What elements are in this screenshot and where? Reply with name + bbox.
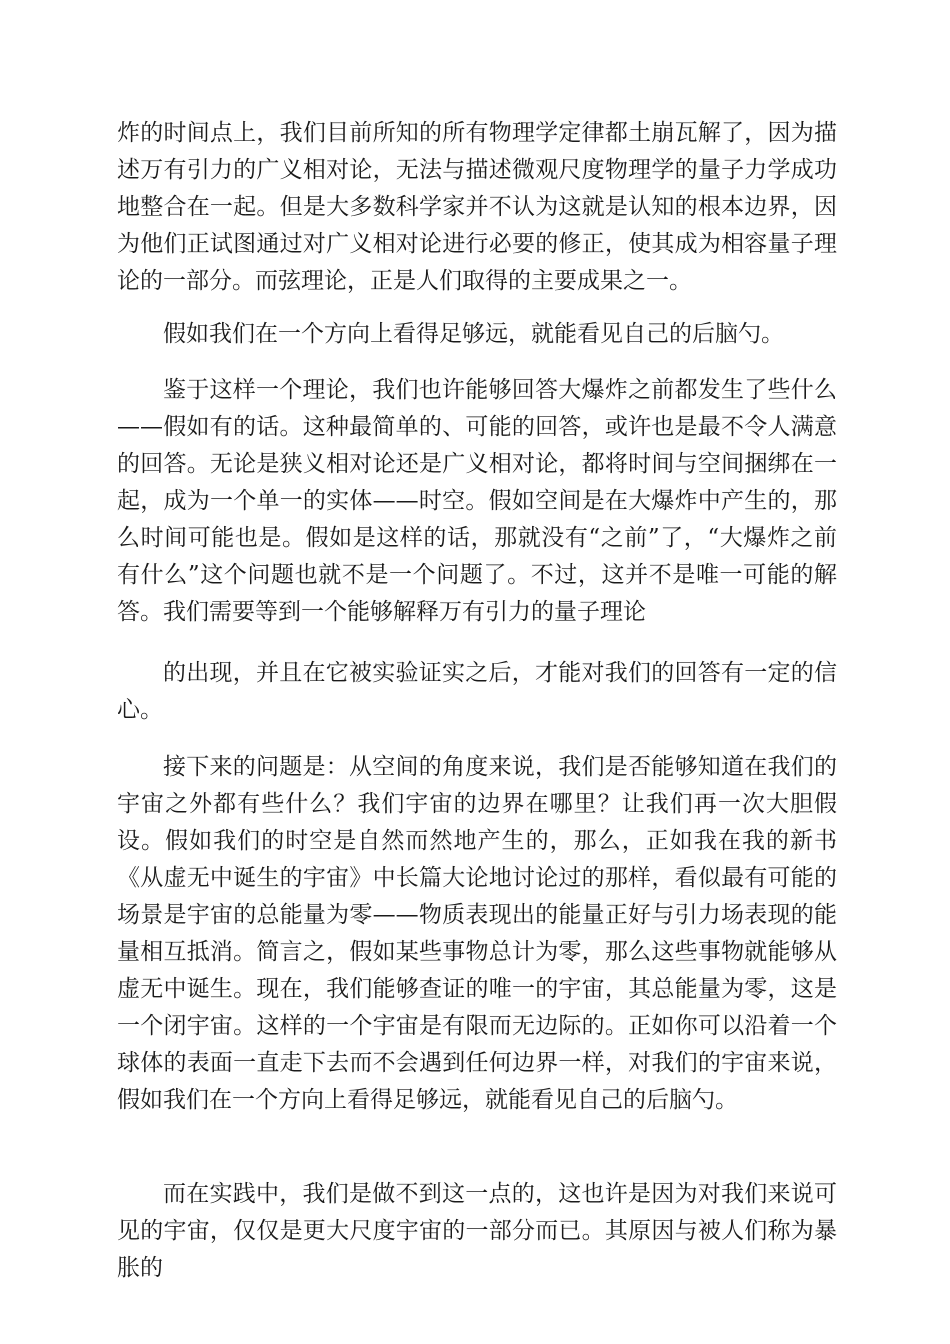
paragraph-6: 而在实践中，我们是做不到这一点的，这也许是因为对我们来说可见的宇宙，仅仅是更大尺度宇宙的一部分而已。其原因与被人们称为暴胀的 — [117, 1181, 837, 1281]
paragraph-5: 接下来的问题是：从空间的角度来说，我们是否能够知道在我们的宇宙之外都有些什么？我们宇宙的边界在哪里？让我们再一次大胆假设。假如我们的时空是自然而然地产生的，那么，正如我在我的新书《从虚无中诞生的宇宙》中长篇大论地讨论过的那样，看似最有可能的场景是宇宙的总能量为零——物质表现出的能量正好与引力场表现的能量相互抵消。简言之，假如某些事物总计为零，那么这些事物就能够从虚无中诞生。现在，我们能够查证的唯一的宇宙，其总能量为零，这是一个闭宇宙。这样的一个宇宙是有限而无边际的。正如你可以沿着一个球体的表面一直走下去而不会遇到任何边界一样，对我们的宇宙来说，假如我们在一个方向上看得足够远，就能看见自己的后脑勺。 — [117, 754, 837, 1113]
paragraph-1: 炸的时间点上，我们目前所知的所有物理学定律都土崩瓦解了，因为描述万有引力的广义相对论，无法与描述微观尺度物理学的量子力学成功地整合在一起。但是大多数科学家并不认为这就是认知的根本边界，因为他们正试图通过对广义相对论进行必要的修正，使其成为相容量子理论的一部分。而弦理论，正是人们取得的主要成果之一。 — [117, 120, 837, 294]
paragraph-3: 鉴于这样一个理论，我们也许能够回答大爆炸之前都发生了些什么——假如有的话。这种最简单的、可能的回答，或许也是最不令人满意的回答。无论是狭义相对论还是广义相对论，都将时间与空间捆绑在一起，成为一个单一的实体——时空。假如空间是在大爆炸中产生的，那么时间可能也是。假如是这样的话，那就没有“之前”了，“大爆炸之前有什么”这个问题也就不是一个问题了。不过，这并不是唯一可能的解答。我们需要等到一个能够解释万有引力的量子理论 — [117, 377, 837, 625]
paragraph-2: 假如我们在一个方向上看得足够远，就能看见自己的后脑勺。 — [163, 321, 784, 347]
paragraph-4: 的出现，并且在它被实验证实之后，才能对我们的回答有一定的信心。 — [117, 660, 837, 723]
